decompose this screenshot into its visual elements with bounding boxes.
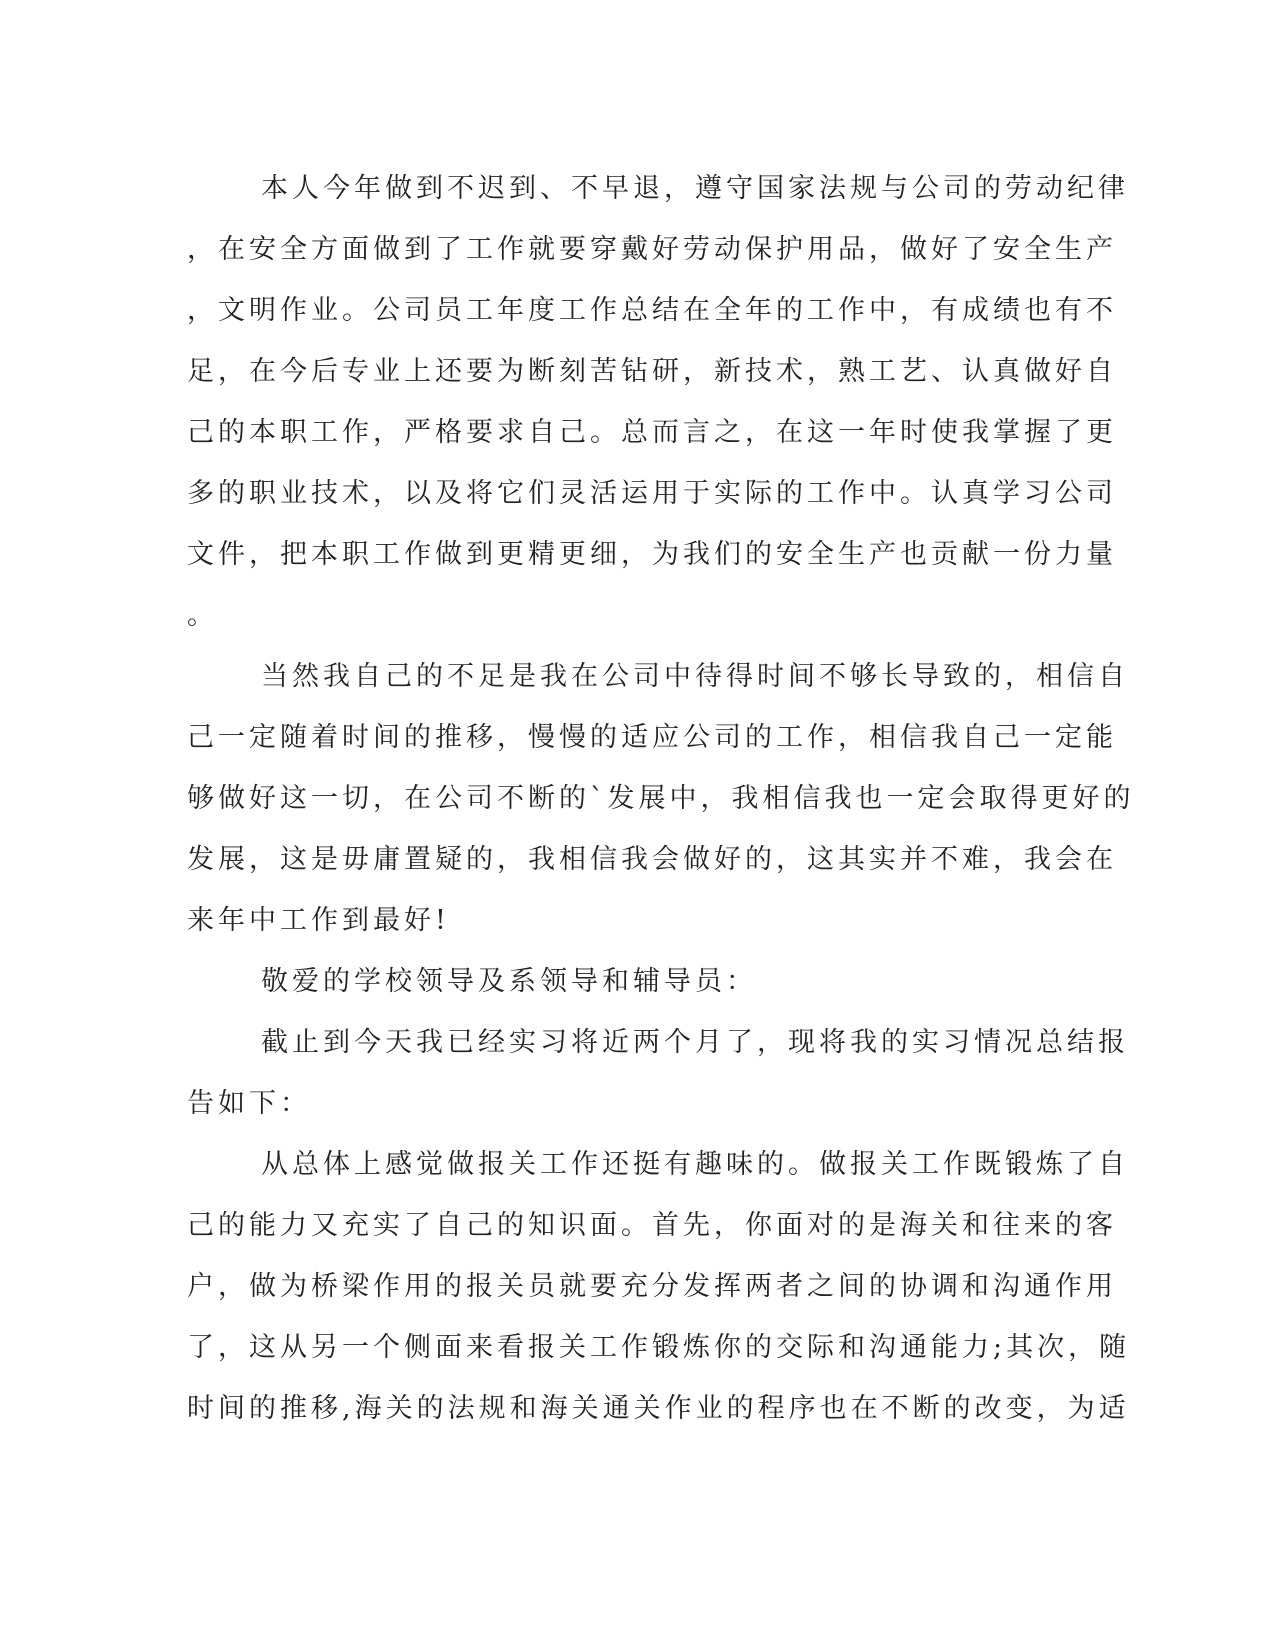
text-line: 本人今年做到不迟到、不早退，遵守国家法规与公司的劳动纪律: [261, 173, 1129, 204]
text-line: 多的职业技术，以及将它们灵活运用于实际的工作中。认真学习公司: [187, 478, 1117, 509]
text-line: 来年中工作到最好!: [187, 905, 450, 936]
text-line: 够做好这一切，在公司不断的`发展中，我相信我也一定会取得更好的: [187, 783, 1135, 814]
text-line: 己的本职工作，严格要求自己。总而言之，在这一年时使我掌握了更: [187, 417, 1117, 448]
text-line: ，在安全方面做到了工作就要穿戴好劳动保护用品，做好了安全生产: [187, 234, 1117, 265]
text-line: 足，在今后专业上还要为断刻苦钻研，新技术，熟工艺、认真做好自: [187, 356, 1117, 387]
text-line: 告如下：: [187, 1088, 311, 1119]
text-line: 。: [187, 600, 218, 631]
text-line: 文件，把本职工作做到更精更细，为我们的安全生产也贡献一份力量: [187, 539, 1117, 570]
document-body: [187, 158, 1135, 1439]
text-line: 己的能力又充实了自己的知识面。首先，你面对的是海关和往来的客: [187, 1210, 1117, 1241]
text-line: 发展，这是毋庸置疑的，我相信我会做好的，这其实并不难，我会在: [187, 844, 1117, 875]
text-line: 当然我自己的不足是我在公司中待得时间不够长导致的，相信自: [261, 661, 1129, 692]
text-line: 了，这从另一个侧面来看报关工作锻炼你的交际和沟通能力;其次，随: [187, 1332, 1131, 1363]
text-line: 时间的推移,海关的法规和海关通关作业的程序也在不断的改变，为适: [187, 1393, 1130, 1424]
text-line: ，文明作业。公司员工年度工作总结在全年的工作中，有成绩也有不: [187, 295, 1117, 326]
text-line: 从总体上感觉做报关工作还挺有趣味的。做报关工作既锻炼了自: [261, 1149, 1129, 1180]
text-line: 截止到今天我已经实习将近两个月了，现将我的实习情况总结报: [261, 1027, 1129, 1058]
paragraph-work-discipline: [187, 158, 1129, 646]
paragraph-internship-intro: [187, 1012, 1129, 1134]
text-line: 己一定随着时间的推移，慢慢的适应公司的工作，相信我自己一定能: [187, 722, 1117, 753]
text-line: 户，做为桥梁作用的报关员就要充分发挥两者之间的协调和沟通作用: [187, 1271, 1117, 1302]
paragraph-customs-work: [187, 1134, 1131, 1439]
paragraph-shortcomings: [187, 646, 1135, 951]
paragraph-salutation: [187, 951, 1057, 1012]
text-line: 敬爱的学校领导及系领导和辅导员：: [261, 966, 757, 997]
